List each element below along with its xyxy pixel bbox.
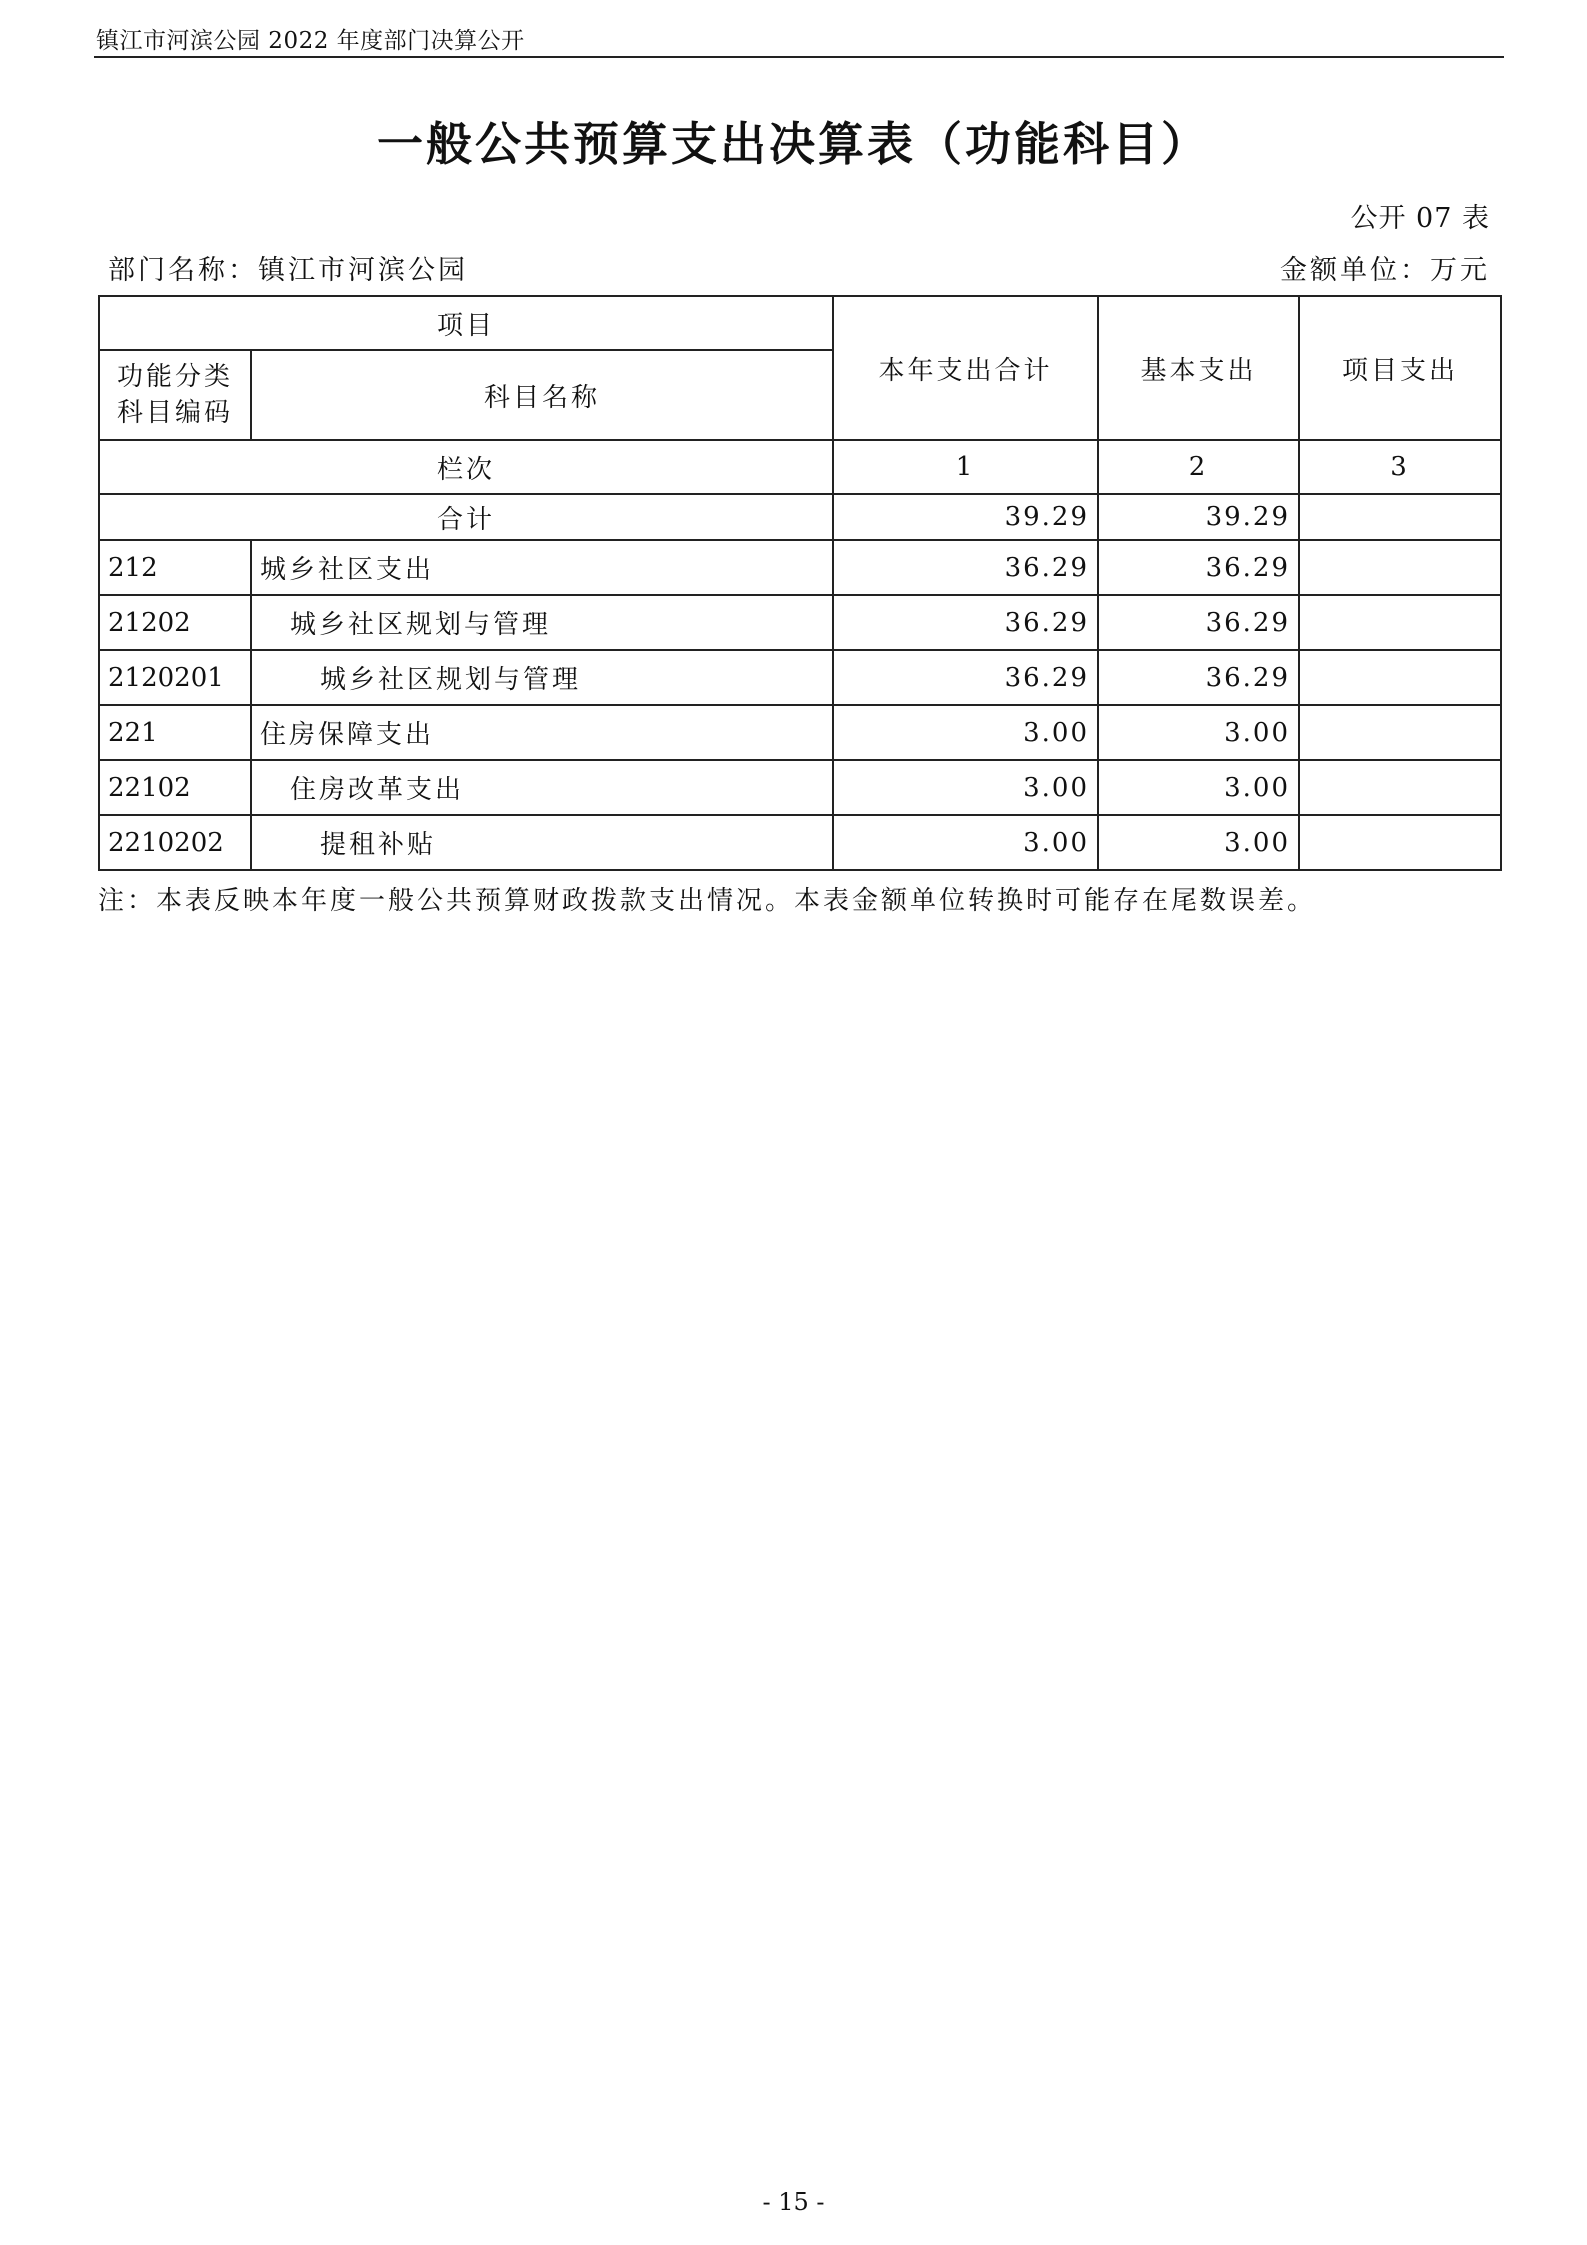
- row-code: 221: [99, 705, 251, 760]
- header-project-expense: 项目支出: [1299, 296, 1501, 440]
- row-name: 提租补贴: [251, 815, 833, 870]
- row-code: 21202: [99, 595, 251, 650]
- column-order-label: 栏次: [99, 440, 833, 494]
- summary-basic: 39.29: [1098, 494, 1299, 540]
- table-row: [99, 815, 1501, 870]
- column-order-2: 2: [1098, 440, 1299, 494]
- row-project-expense: [1299, 815, 1501, 870]
- budget-table: [98, 295, 1502, 871]
- row-total: 36.29: [833, 595, 1098, 650]
- row-name: 城乡社区支出: [251, 540, 833, 595]
- header-subject-name: 科目名称: [251, 350, 833, 440]
- running-header: 镇江市河滨公园 2022 年度部门决算公开: [96, 28, 525, 54]
- row-project-expense: [1299, 705, 1501, 760]
- row-basic: 36.29: [1098, 595, 1299, 650]
- row-code: 2210202: [99, 815, 251, 870]
- summary-row: [99, 494, 1501, 540]
- row-name: 住房改革支出: [251, 760, 833, 815]
- row-name: 城乡社区规划与管理: [251, 650, 833, 705]
- row-project-expense: [1299, 540, 1501, 595]
- row-total: 36.29: [833, 540, 1098, 595]
- row-name: 住房保障支出: [251, 705, 833, 760]
- row-code: 2120201: [99, 650, 251, 705]
- column-order-1: 1: [833, 440, 1098, 494]
- header-code: [99, 350, 251, 440]
- table-row: [99, 705, 1501, 760]
- row-basic: 3.00: [1098, 760, 1299, 815]
- row-total: 3.00: [833, 815, 1098, 870]
- header-code-line1: 功能分类: [116, 362, 233, 392]
- row-total: 3.00: [833, 760, 1098, 815]
- row-basic: 36.29: [1098, 540, 1299, 595]
- table-code: 公开 07 表: [1350, 203, 1490, 234]
- summary-project-expense: [1299, 494, 1501, 540]
- row-name: 城乡社区规划与管理: [251, 595, 833, 650]
- header-project: 项目: [99, 296, 833, 350]
- page-title: 一般公共预算支出决算表（功能科目）: [377, 117, 1210, 171]
- row-total: 3.00: [833, 705, 1098, 760]
- row-project-expense: [1299, 595, 1501, 650]
- table-row: [99, 540, 1501, 595]
- header-rule: [94, 56, 1504, 58]
- table-row: [99, 650, 1501, 705]
- row-project-expense: [1299, 650, 1501, 705]
- header-row-1: [99, 296, 1501, 350]
- department-label: 部门名称：镇江市河滨公园: [108, 255, 468, 286]
- header-basic: 基本支出: [1098, 296, 1299, 440]
- header-code-line2: 科目编码: [116, 398, 233, 428]
- row-code: 212: [99, 540, 251, 595]
- table-row: [99, 760, 1501, 815]
- table-row: [99, 595, 1501, 650]
- row-code: 22102: [99, 760, 251, 815]
- table-note: 注：本表反映本年度一般公共预算财政拨款支出情况。本表金额单位转换时可能存在尾数误差。: [98, 886, 1317, 916]
- row-basic: 36.29: [1098, 650, 1299, 705]
- unit-label: 金额单位：万元: [1280, 255, 1490, 286]
- header-total: 本年支出合计: [833, 296, 1098, 440]
- row-basic: 3.00: [1098, 815, 1299, 870]
- page-number: - 15 -: [762, 2188, 825, 2216]
- column-order-3: 3: [1299, 440, 1501, 494]
- row-project-expense: [1299, 760, 1501, 815]
- row-basic: 3.00: [1098, 705, 1299, 760]
- column-order-row: [99, 440, 1501, 494]
- summary-total: 39.29: [833, 494, 1098, 540]
- row-total: 36.29: [833, 650, 1098, 705]
- summary-label: 合计: [99, 494, 833, 540]
